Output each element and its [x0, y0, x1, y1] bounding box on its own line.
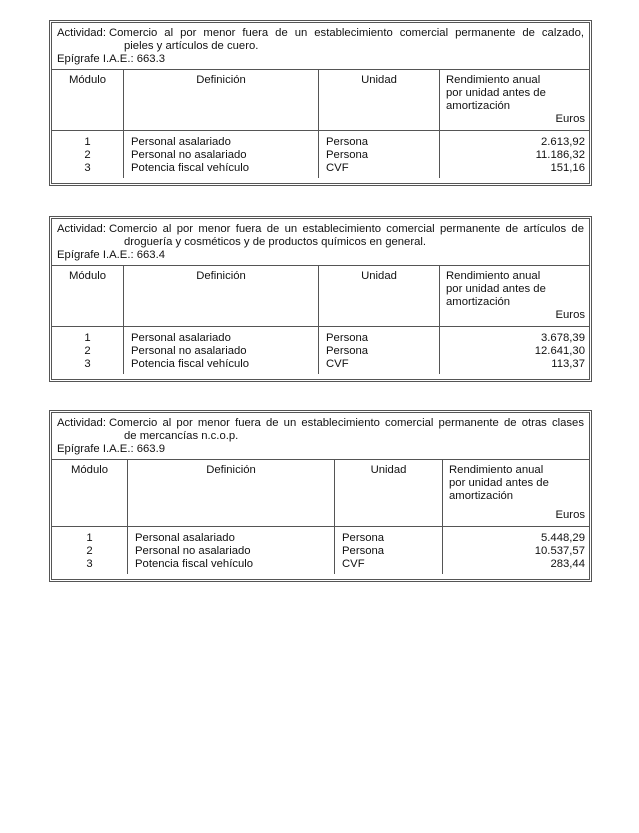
rendimiento-column — [440, 326, 589, 374]
table-cell: 11.186,32 — [535, 149, 585, 161]
col-header-modulo: Módulo — [52, 70, 124, 130]
table-cell: Personal no asalariado — [131, 345, 247, 357]
table-cell: Persona — [326, 149, 369, 161]
col-header-rendimiento: Rendimiento anual por unidad antes de amortización Euros — [446, 74, 585, 125]
table-cell: Persona — [326, 332, 369, 344]
col-header-unidad: Unidad — [319, 70, 440, 130]
activity-label: Actividad: — [57, 417, 106, 429]
table-cell: 113,37 — [551, 358, 585, 370]
table-cell: CVF — [326, 162, 349, 174]
table-cell: CVF — [342, 558, 365, 570]
table-cell: 2 — [84, 149, 91, 161]
col-header-rendimiento: Rendimiento anual por unidad antes de amortización Euros — [446, 270, 585, 321]
table-cell: 3 — [86, 558, 93, 570]
modulo-column — [52, 526, 128, 574]
table-cell: Potencia fiscal vehículo — [135, 558, 254, 570]
table-cell: 151,16 — [550, 162, 585, 174]
table-cell: Persona — [342, 545, 385, 557]
col-header-definicion: Definición — [124, 266, 319, 326]
activity-description-line1: Comercio al por menor fuera de un establecimiento comercial permanente de calzado, — [108, 27, 584, 39]
activity-header — [52, 413, 589, 460]
table-cell: Personal asalariado — [131, 332, 231, 344]
activity-table-663-3 — [49, 20, 592, 186]
table-cell: Potencia fiscal vehículo — [131, 162, 250, 174]
table-cell: Persona — [326, 136, 369, 148]
definicion-column — [128, 526, 335, 574]
table-cell: 3.678,39 — [541, 332, 585, 344]
table-cell: 2 — [84, 345, 91, 357]
table-cell: Persona — [326, 345, 369, 357]
col-header-definicion: Definición — [124, 70, 319, 130]
table-cell: 12.641,30 — [534, 345, 585, 357]
table-cell: Potencia fiscal vehículo — [131, 358, 250, 370]
modulo-column — [52, 130, 124, 178]
activity-header — [52, 23, 589, 70]
activity-description-line1: Comercio al por menor fuera de un establecimiento comercial permanente de artículos de — [108, 223, 584, 235]
modulo-column — [52, 326, 124, 374]
table-cell: 283,44 — [550, 558, 585, 570]
table-cell: 3 — [84, 162, 91, 174]
col-header-definicion: Definición — [128, 460, 335, 526]
epigrafe: Epígrafe I.A.E.: 663.9 — [57, 443, 166, 455]
unidad-column — [335, 526, 443, 574]
table-cell: Personal no asalariado — [135, 545, 251, 557]
table-cell: Personal no asalariado — [131, 149, 247, 161]
table-cell: Personal asalariado — [135, 532, 235, 544]
table-cell: 5.448,29 — [541, 532, 585, 544]
epigrafe: Epígrafe I.A.E.: 663.3 — [57, 53, 166, 65]
table-cell: 3 — [84, 358, 91, 370]
activity-description-line2: droguería y cosméticos y de productos químicos en general. — [124, 236, 427, 248]
activity-description-line2: de mercancías n.c.o.p. — [124, 430, 239, 442]
col-header-modulo: Módulo — [52, 460, 128, 526]
rendimiento-column — [440, 130, 589, 178]
activity-description-line1: Comercio al por menor fuera de un establecimiento comercial permanente de otras clases — [108, 417, 584, 429]
unidad-column — [319, 326, 440, 374]
activity-header — [52, 219, 589, 266]
units-label: Euros — [555, 309, 585, 321]
activity-label: Actividad: — [57, 223, 106, 235]
table-cell: Personal asalariado — [131, 136, 231, 148]
col-header-unidad: Unidad — [335, 460, 443, 526]
units-label: Euros — [555, 509, 585, 521]
col-header-unidad: Unidad — [319, 266, 440, 326]
activity-label: Actividad: — [57, 27, 106, 39]
rendimiento-column — [443, 526, 589, 574]
definicion-column — [124, 130, 319, 178]
table-cell: 2.613,92 — [541, 136, 585, 148]
table-cell: 1 — [86, 532, 93, 544]
unidad-column — [319, 130, 440, 178]
activity-description-line2: pieles y artículos de cuero. — [124, 40, 259, 52]
table-cell: 10.537,57 — [534, 545, 585, 557]
activity-table-663-9 — [49, 410, 592, 582]
units-label: Euros — [555, 113, 585, 125]
activity-table-663-4 — [49, 216, 592, 382]
table-cell: 1 — [84, 136, 91, 148]
epigrafe: Epígrafe I.A.E.: 663.4 — [57, 249, 166, 261]
col-header-rendimiento: Rendimiento anual por unidad antes de amortización Euros — [449, 464, 585, 521]
table-cell: 2 — [86, 545, 93, 557]
col-header-modulo: Módulo — [52, 266, 124, 326]
table-cell: CVF — [326, 358, 349, 370]
definicion-column — [124, 326, 319, 374]
table-cell: Persona — [342, 532, 385, 544]
table-cell: 1 — [84, 332, 91, 344]
